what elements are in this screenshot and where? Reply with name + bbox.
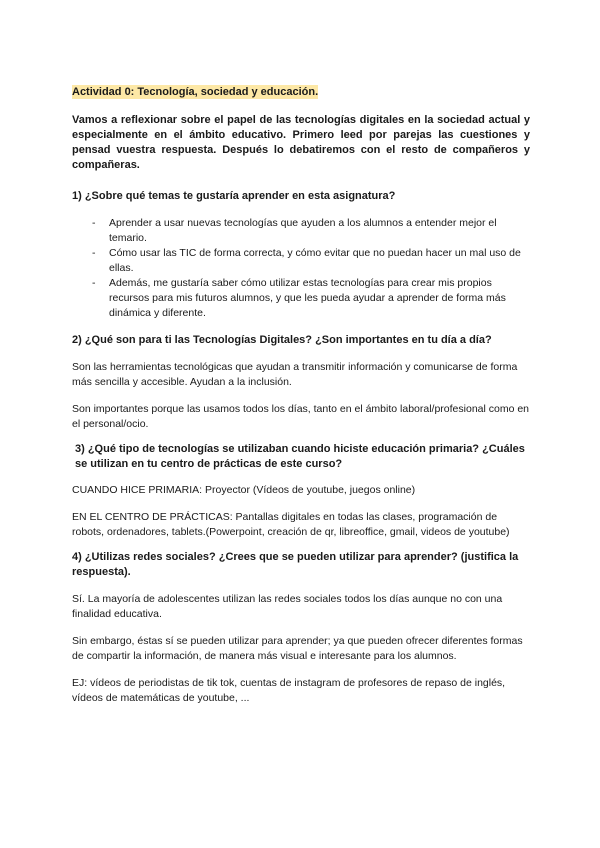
question-1: 1) ¿Sobre qué temas te gustaría aprender en esta asignatura? — [72, 190, 396, 202]
answer-paragraph: Sí. La mayoría de adolescentes utilizan las redes sociales todos los días aunque no con una finalidad educativa. — [72, 593, 503, 620]
answer-paragraph: Son importantes porque las usamos todos los días, tanto en el ámbito laboral/profesional como en el personal/ocio. — [72, 403, 530, 430]
question-3: 3) ¿Qué tipo de tecnologías se utilizaban cuando hiciste educación primaria? ¿Cuáles se utilizan en tu centro de prácticas de este curso? — [75, 443, 525, 470]
answer-paragraph: EJ: vídeos de periodistas de tik tok, cuentas de instagram de profesores de repaso de inglés, vídeos de matemáticas de youtube, ... — [72, 677, 506, 704]
intro-paragraph: Vamos a reflexionar sobre el papel de las tecnologías digitales en la sociedad actual y especialmente en el ámbito educativo. Primero leed por parejas las cuestiones y pensad vuestra respuesta. Después lo debatiremos con el resto de compañeros y compañeras. — [72, 114, 530, 171]
activity-title: Actividad 0: Tecnología, sociedad y educación. — [72, 86, 319, 98]
question-4: 4) ¿Utilizas redes sociales? ¿Crees que se pueden utilizar para aprender? (justifica la respuesta). — [72, 551, 519, 578]
answer-paragraph: Sin embargo, éstas sí se pueden utilizar para aprender; ya que pueden ofrecer diferentes formas de compartir la información, de manera más visual e interesante para los alumnos. — [72, 635, 523, 662]
title-block — [72, 83, 530, 100]
list-item: - Cómo usar las TIC de forma correcta, y cómo evitar que no puedan hacer un mal uso de ellas. — [92, 246, 530, 276]
question-2: 2) ¿Qué son para ti las Tecnologías Digitales? ¿Son importantes en tu día a día? — [72, 334, 492, 346]
document-content — [72, 83, 530, 718]
answer-paragraph: Son las herramientas tecnológicas que ayudan a transmitir información y comunicarse de forma más sencilla y accesible. Ayudan a la inclusión. — [72, 361, 518, 388]
answer-paragraph: EN EL CENTRO DE PRÁCTICAS: Pantallas digitales en todas las clases, programación de robots, ordenadores, tablets.(Powerpoint, creación de qr, libreoffice, gmail, videos de youtube) — [72, 511, 510, 538]
list-item: - Aprender a usar nuevas tecnologías que ayuden a los alumnos a entender mejor el temario. — [92, 216, 530, 246]
list-item: - Además, me gustaría saber cómo utilizar estas tecnologías para crear mis propios recursos para mis futuros alumnos, y que les pueda ayudar a aprender de forma más dinámica y diferente. — [92, 276, 530, 321]
question-1-answer-list — [72, 216, 530, 321]
answer-paragraph: CUANDO HICE PRIMARIA: Proyector (Vídeos de youtube, juegos online) — [72, 484, 416, 496]
